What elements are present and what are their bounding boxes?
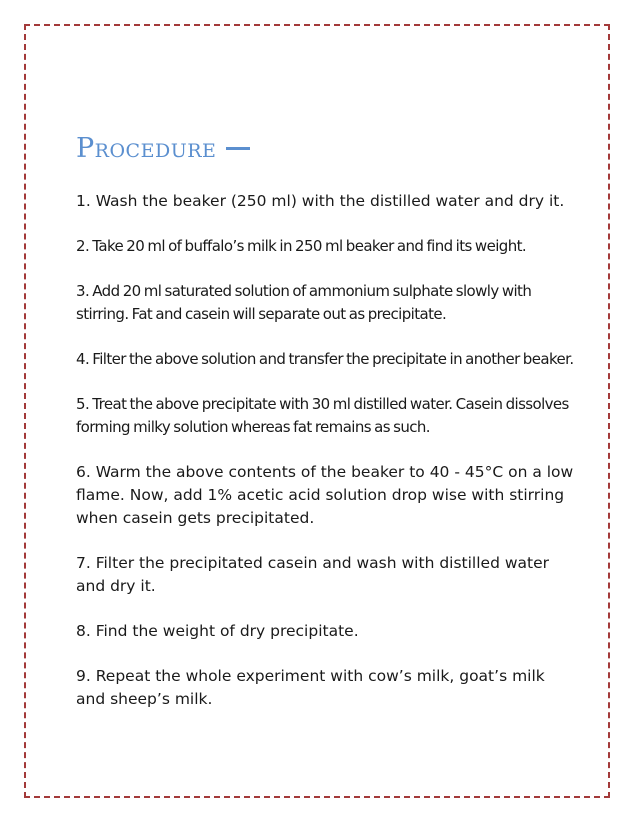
- step-4: 4. Filter the above solution and transfer the precipitate in another beaker.: [76, 350, 574, 368]
- heading-title: Procedure: [76, 133, 217, 164]
- step-6: 6. Warm the above contents of the beaker to 40 - 45°C on a low flame. Now, add 1% acetic acid solution drop wise with stirring when casein gets precipitated.: [76, 463, 574, 527]
- heading-dash-decoration: [226, 147, 250, 150]
- step-1: 1. Wash the beaker (250 ml) with the distilled water and dry it.: [76, 192, 565, 210]
- procedure-heading: [76, 133, 250, 164]
- step-9: 9. Repeat the whole experiment with cow’s milk, goat’s milk and sheep’s milk.: [76, 667, 545, 708]
- procedure-steps-list: [76, 190, 576, 711]
- step-3: 3. Add 20 ml saturated solution of ammonium sulphate slowly with stirring. Fat and casein will separate out as precipitate.: [76, 282, 532, 323]
- step-5: 5. Treat the above precipitate with 30 ml distilled water. Casein dissolves forming milky solution whereas fat remains as such.: [76, 395, 569, 436]
- step-8: 8. Find the weight of dry precipitate.: [76, 622, 359, 640]
- step-7: 7. Filter the precipitated casein and wash with distilled water and dry it.: [76, 554, 549, 595]
- step-2: 2. Take 20 ml of buffalo’s milk in 250 ml beaker and find its weight.: [76, 237, 527, 255]
